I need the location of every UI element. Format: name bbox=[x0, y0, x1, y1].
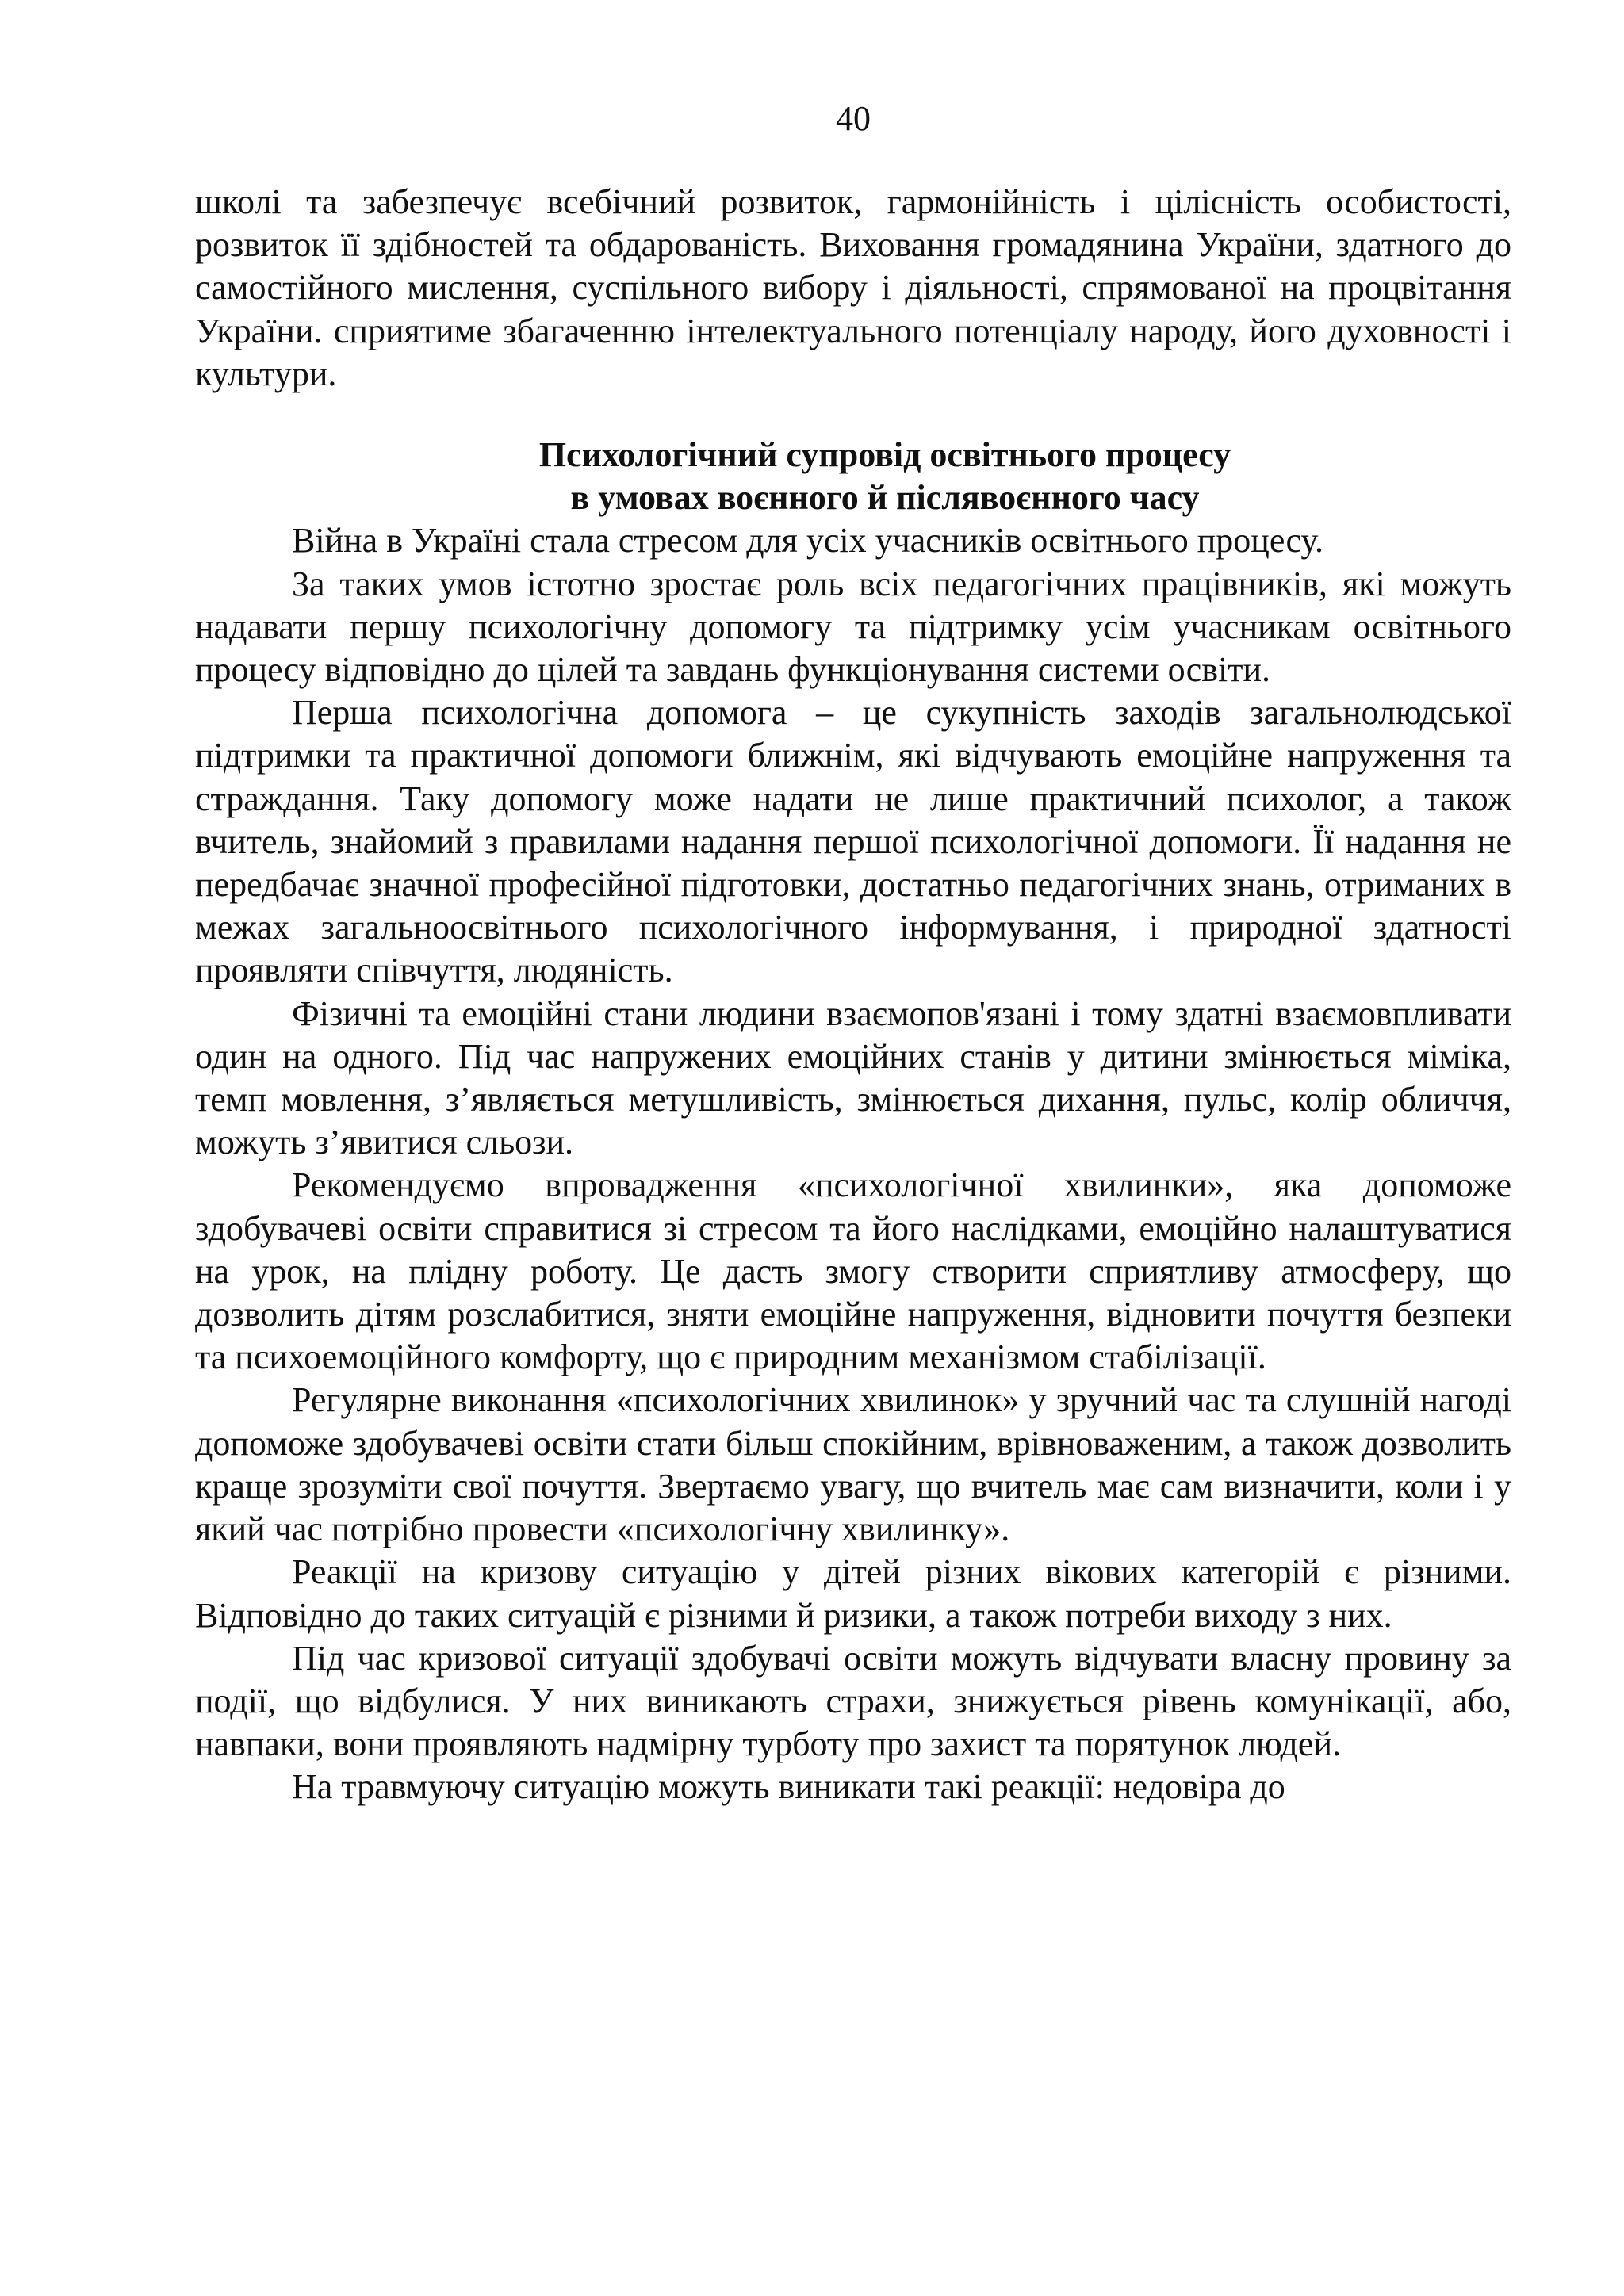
paragraph-7: Реакції на кризову ситуацію у дітей різних вікових категорій є різними. Відповідно до таких ситуацій є різними й ризики, а також потреби виходу з них. bbox=[195, 1552, 1511, 1635]
page-number: 40 bbox=[836, 99, 871, 138]
paragraph-1: Війна в Україні стала стресом для усіх учасників освітнього процесу. bbox=[292, 521, 1323, 561]
section-heading-line-2: в умовах воєнного й післявоєнного часу bbox=[570, 478, 1200, 518]
section-heading-line-1: Психологічний супровід освітнього процесу bbox=[538, 435, 1231, 475]
paragraph-6: Регулярне виконання «психологічних хвилинок» у зручний час та слушній нагоді допоможе здобувачеві освіти стати більш спокійним, врівноваженим, а також дозволить краще зрозуміти свої почуття. Звертаємо увагу, що вчитель має сам визначити, коли і у який час потрібно провести «психологічну хвилинку». bbox=[195, 1380, 1511, 1549]
paragraph-5: Рекомендуємо впровадження «психологічної хвилинки», яка допоможе здобувачеві освіти справитися зі стресом та його наслідками, емоційно налаштуватися на урок, на плідну роботу. Це дасть змогу створити сприятливу атмосферу, що дозволить дітям розслабитися, зняти емоційне напруження, відновити почуття безпеки та психоемоційного комфорту, що є природним механізмом стабілізації. bbox=[195, 1165, 1511, 1377]
body-text bbox=[195, 181, 1511, 1809]
intro-paragraph: школі та забезпечує всебічний розвиток, гармонійність і цілісність особистості, розвиток її здібностей та обдарованість. Виховання громадянина України, здатного до самостійного мислення, суспільного вибору і діяльності, спрямованої на процвітання України. сприятиме збагаченню інтелектуального потенціалу народу, його духовності і культури. bbox=[195, 182, 1511, 393]
paragraph-4: Фізичні та емоційні стани людини взаємопов'язані і тому здатні взаємовпливати один на одного. Під час напружених емоційних станів у дитини змінюється міміка, темп мовлення, з’являється метушливість, змінюється дихання, пульс, колір обличчя, можуть з’явитися сльози. bbox=[195, 993, 1511, 1162]
paragraph-8: Під час кризової ситуації здобувачі освіти можуть відчувати власну провину за події, що відбулися. У них виникають страхи, знижується рівень комунікації, або, навпаки, вони проявляють надмірну турботу про захист та порятунок людей. bbox=[195, 1638, 1511, 1764]
paragraph-9: На травмуючу ситуацію можуть виникати такі реакції: недовіра до bbox=[292, 1767, 1285, 1807]
paragraph-3: Перша психологічна допомога – це сукупність заходів загальнолюдської підтримки та практичної допомоги ближнім, які відчувають емоційне напруження та страждання. Таку допомогу може надати не лише практичний психолог, а також вчитель, знайомий з правилами надання першої психологічної допомоги. Її надання не передбачає значної професійної підготовки, достатньо педагогічних знань, отриманих в межах загальноосвітнього психологічного інформування, і природної здатності проявляти співчуття, людяність. bbox=[195, 693, 1511, 990]
section-heading bbox=[195, 434, 1511, 519]
paragraph-2: За таких умов істотно зростає роль всіх педагогічних працівників, які можуть надавати першу психологічну допомогу та підтримку усім учасникам освітнього процесу відповідно до цілей та завдань функціонування системи освіти. bbox=[195, 564, 1511, 690]
